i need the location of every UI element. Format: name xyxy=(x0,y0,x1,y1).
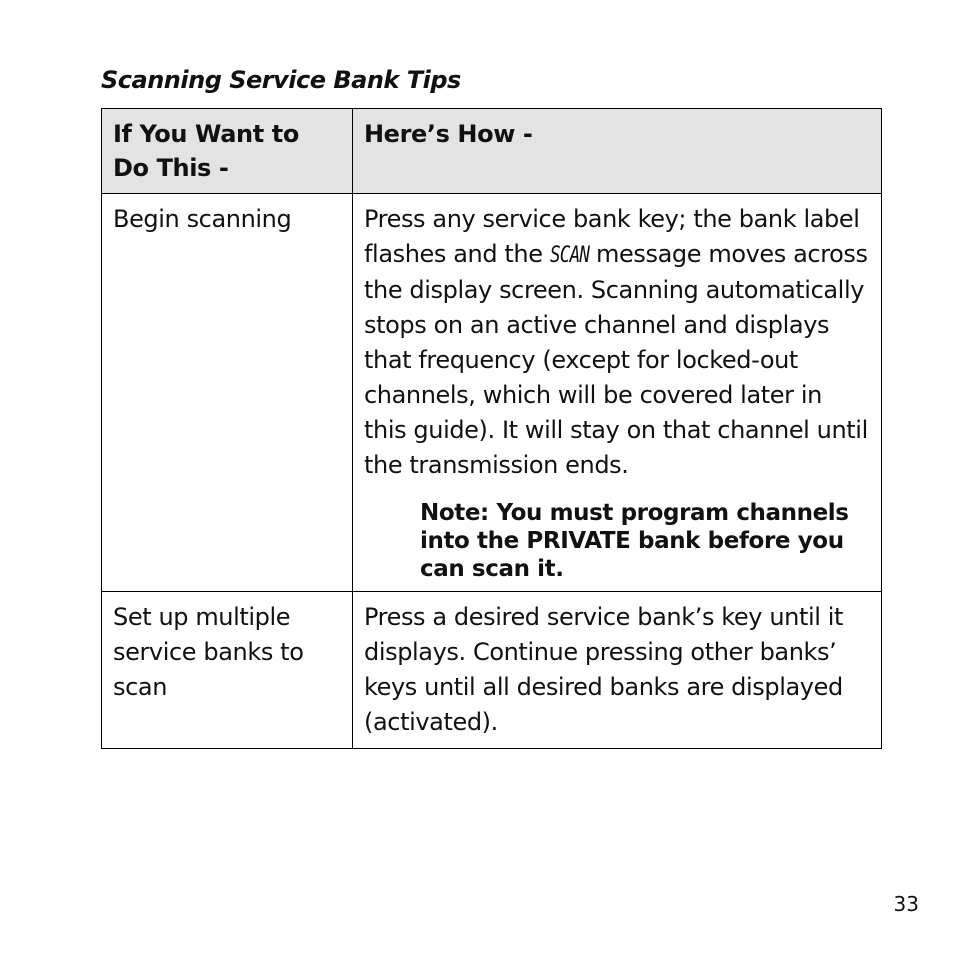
how-text-after: message moves across the display screen. Scanning automatically stops on an active channel and displays that frequency (except for locked-out channels, which will be covered later in this guide). It will stay on that channel until the transmission ends. xyxy=(364,240,868,479)
section-title: Scanning Service Bank Tips xyxy=(101,66,461,94)
note-text: Note: You must program channels into the PRIVATE bank before you can scan it. xyxy=(420,500,849,582)
header-want: If You Want to Do This - xyxy=(102,109,353,194)
lcd-scan-glyph: SCAN xyxy=(549,243,590,268)
cell-how xyxy=(353,194,882,592)
cell-how: Press a desired service bank’s key until it displays. Continue pressing other banks’ keys until all desired banks are displayed (activated). xyxy=(353,592,882,749)
cell-want: Begin scanning xyxy=(102,194,353,592)
how-text-before: Press any service bank key; the bank label flashes and the xyxy=(364,205,860,268)
page-number: 33 xyxy=(893,892,919,916)
cell-want: Set up multiple service banks to scan xyxy=(102,592,353,749)
table-row xyxy=(102,194,882,592)
header-how: Here’s How - xyxy=(353,109,882,194)
table-header-row xyxy=(102,109,882,194)
table-row xyxy=(102,592,882,749)
tips-table xyxy=(101,108,882,749)
